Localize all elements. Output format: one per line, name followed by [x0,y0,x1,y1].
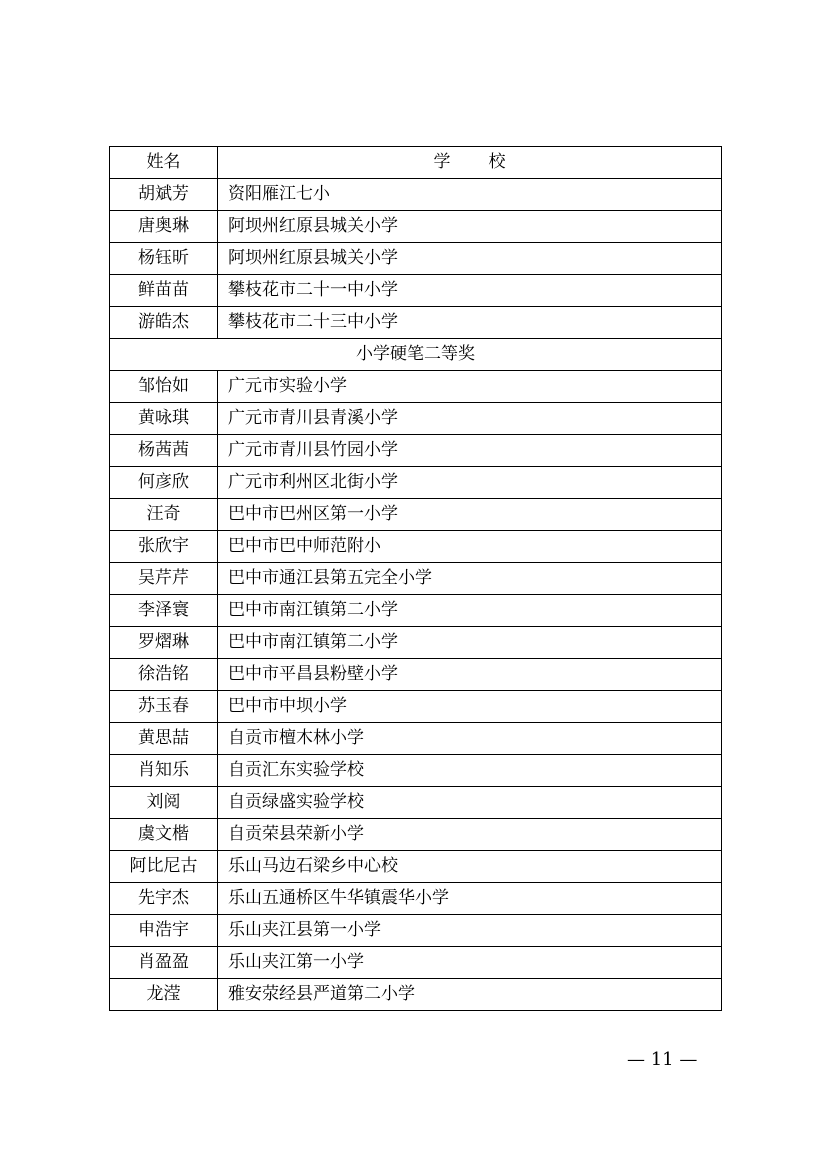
school-name: 巴中市巴中师范附小 [218,531,722,563]
student-name: 胡斌芳 [110,179,218,211]
table-row [110,691,722,723]
student-name: 鲜苗苗 [110,275,218,307]
school-name: 巴中市南江镇第二小学 [218,595,722,627]
school-name: 雅安荥经县严道第二小学 [218,979,722,1011]
section-row [110,339,722,371]
page-number: — 11 — [627,1049,698,1070]
student-name: 黄思喆 [110,723,218,755]
school-name: 攀枝花市二十一中小学 [218,275,722,307]
table-row [110,403,722,435]
student-name: 龙滢 [110,979,218,1011]
school-name: 巴中市中坝小学 [218,691,722,723]
student-name: 李泽寰 [110,595,218,627]
table-row [110,723,722,755]
table-row [110,531,722,563]
school-name: 资阳雁江七小 [218,179,722,211]
header-school: 学校 [218,147,722,179]
school-name: 乐山马边石梁乡中心校 [218,851,722,883]
school-name: 阿坝州红原县城关小学 [218,243,722,275]
table-row [110,595,722,627]
school-name: 广元市实验小学 [218,371,722,403]
school-name: 阿坝州红原县城关小学 [218,211,722,243]
school-name: 自贡荣县荣新小学 [218,819,722,851]
student-name: 杨钰昕 [110,243,218,275]
section-title: 小学硬笔二等奖 [110,339,722,371]
school-name: 广元市青川县竹园小学 [218,435,722,467]
school-name: 巴中市南江镇第二小学 [218,627,722,659]
table-row [110,979,722,1011]
student-name: 先宇杰 [110,883,218,915]
student-name: 徐浩铭 [110,659,218,691]
table-row [110,947,722,979]
table-row [110,371,722,403]
student-name: 黄咏琪 [110,403,218,435]
table-row [110,883,722,915]
student-name: 何彦欣 [110,467,218,499]
table-row [110,499,722,531]
header-name: 姓名 [110,147,218,179]
student-name: 罗熠琳 [110,627,218,659]
table-row [110,307,722,339]
student-name: 吴芹芹 [110,563,218,595]
student-name: 邹怡如 [110,371,218,403]
table-row [110,819,722,851]
table-row [110,851,722,883]
school-name: 巴中市通江县第五完全小学 [218,563,722,595]
student-name: 唐奥琳 [110,211,218,243]
student-name: 刘阅 [110,787,218,819]
student-name: 汪奇 [110,499,218,531]
student-name: 杨茜茜 [110,435,218,467]
award-table [109,146,722,1011]
student-name: 张欣宇 [110,531,218,563]
school-name: 攀枝花市二十三中小学 [218,307,722,339]
table-row [110,179,722,211]
table-row [110,563,722,595]
table-row [110,755,722,787]
school-name: 广元市青川县青溪小学 [218,403,722,435]
student-name: 肖盈盈 [110,947,218,979]
school-name: 自贡汇东实验学校 [218,755,722,787]
student-name: 申浩宇 [110,915,218,947]
table-row [110,787,722,819]
table-body [110,147,722,1011]
student-name: 游皓杰 [110,307,218,339]
student-name: 虞文楷 [110,819,218,851]
table-row [110,627,722,659]
table-header-row [110,147,722,179]
table-row [110,275,722,307]
school-name: 自贡市檀木林小学 [218,723,722,755]
student-name: 阿比尼古 [110,851,218,883]
table-row [110,243,722,275]
school-name: 巴中市巴州区第一小学 [218,499,722,531]
student-name: 苏玉春 [110,691,218,723]
school-name: 巴中市平昌县粉壁小学 [218,659,722,691]
school-name: 乐山夹江县第一小学 [218,915,722,947]
table-row [110,211,722,243]
school-name: 乐山五通桥区牛华镇震华小学 [218,883,722,915]
table-row [110,435,722,467]
table-row [110,915,722,947]
school-name: 乐山夹江第一小学 [218,947,722,979]
table-row [110,467,722,499]
school-name: 广元市利州区北街小学 [218,467,722,499]
table-row [110,659,722,691]
school-name: 自贡绿盛实验学校 [218,787,722,819]
student-name: 肖知乐 [110,755,218,787]
